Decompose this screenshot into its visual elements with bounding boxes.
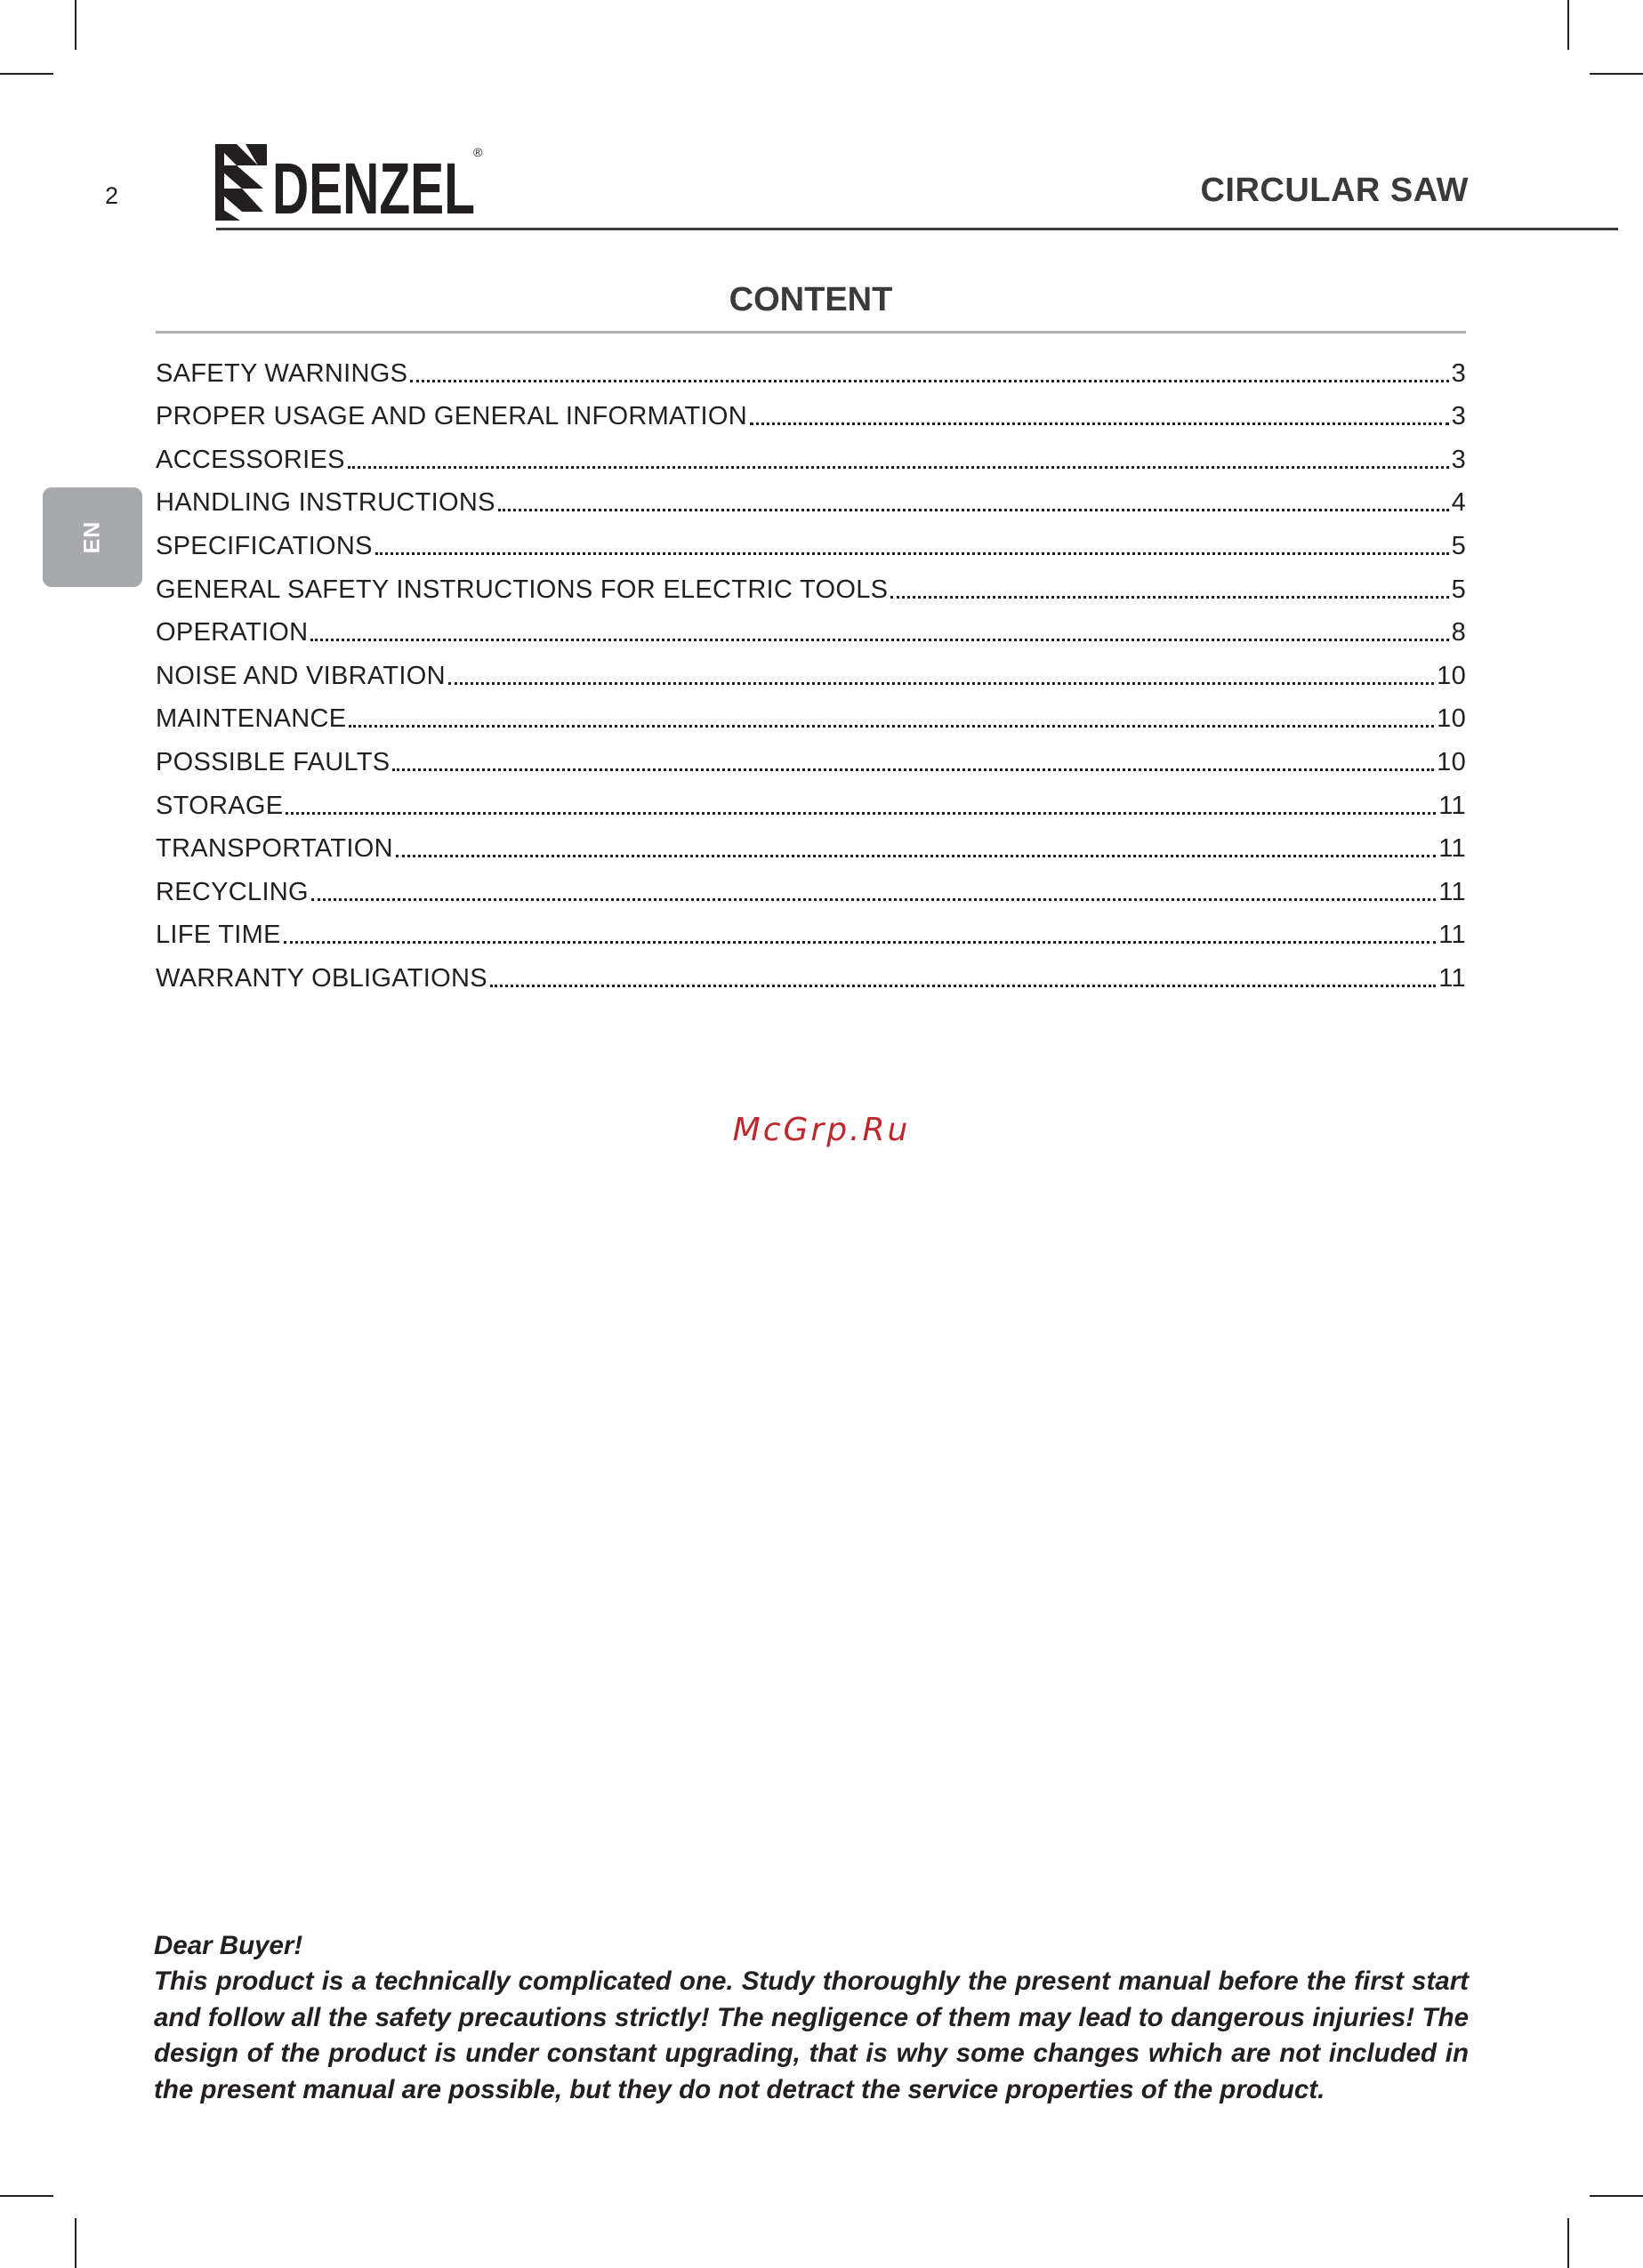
toc-entry[interactable] <box>156 695 1466 738</box>
toc-leader <box>392 768 1434 771</box>
toc-entry[interactable] <box>156 824 1466 868</box>
toc-leader <box>490 985 1436 987</box>
toc-entry-title: WARRANTY OBLIGATIONS <box>156 963 487 993</box>
header-rule <box>216 228 1618 230</box>
crop-mark <box>1567 0 1569 50</box>
toc-entry-page: 8 <box>1451 618 1466 647</box>
crop-mark <box>75 2218 77 2268</box>
toc-entry[interactable] <box>156 608 1466 652</box>
toc-leader <box>410 380 1448 382</box>
toc-leader <box>396 855 1436 857</box>
registered-mark: ® <box>473 145 483 159</box>
toc-entry-title: OPERATION <box>156 618 309 647</box>
toc-entry-page: 3 <box>1451 445 1466 474</box>
toc-entry-page: 4 <box>1451 488 1466 518</box>
buyer-note <box>154 1928 1469 2108</box>
toc-entry-page: 10 <box>1437 661 1466 690</box>
toc-entry[interactable] <box>156 651 1466 695</box>
toc-entry-title: HANDLING INSTRUCTIONS <box>156 488 495 518</box>
toc-leader <box>349 725 1434 728</box>
crop-mark <box>1590 2195 1643 2197</box>
toc-entry-title: NOISE AND VIBRATION <box>156 661 446 690</box>
crop-mark <box>1567 2218 1569 2268</box>
crop-mark <box>1590 73 1643 75</box>
toc-entry-page: 11 <box>1438 921 1466 950</box>
toc-entry-title: LIFE TIME <box>156 921 281 950</box>
toc-entry[interactable] <box>156 521 1466 565</box>
toc-entry-page: 11 <box>1438 963 1466 993</box>
toc-leader <box>310 639 1448 641</box>
page-number: 2 <box>105 182 119 209</box>
toc-entry-page: 3 <box>1451 402 1466 431</box>
watermark-link[interactable]: McGrp.Ru <box>732 1112 911 1148</box>
toc-entry[interactable] <box>156 867 1466 911</box>
contents-rule <box>156 331 1466 334</box>
toc-entry-page: 11 <box>1438 834 1466 864</box>
toc-leader <box>311 898 1436 901</box>
toc-entry-page: 3 <box>1451 358 1466 388</box>
language-tab-label: EN <box>79 520 105 554</box>
toc-entry-title: TRANSPORTATION <box>156 834 393 864</box>
toc-entry-title: GENERAL SAFETY INSTRUCTIONS FOR ELECTRIC TOOLS <box>156 575 889 604</box>
toc-entry[interactable] <box>156 737 1466 781</box>
toc-entry-title: RECYCLING <box>156 877 309 906</box>
document-title: CIRCULAR SAW <box>1200 172 1469 209</box>
toc-leader <box>498 509 1449 511</box>
toc-leader <box>890 596 1448 599</box>
crop-mark <box>0 2195 53 2197</box>
toc-leader <box>286 812 1436 815</box>
toc-entry[interactable] <box>156 435 1466 479</box>
toc-leader <box>284 941 1437 944</box>
toc-entry[interactable] <box>156 392 1466 436</box>
toc-entry[interactable] <box>156 781 1466 824</box>
brand-wordmark: DENZEL <box>272 149 475 222</box>
crop-mark <box>0 73 53 75</box>
toc-entry[interactable] <box>156 953 1466 997</box>
toc-leader <box>750 422 1449 425</box>
toc-leader <box>448 682 1434 685</box>
language-tab <box>43 487 142 587</box>
table-of-contents <box>156 349 1466 997</box>
toc-entry-title: SAFETY WARNINGS <box>156 358 408 388</box>
toc-entry-page: 10 <box>1437 704 1466 734</box>
denzel-logo <box>213 142 485 222</box>
toc-entry[interactable] <box>156 349 1466 392</box>
toc-entry[interactable] <box>156 479 1466 522</box>
toc-entry[interactable] <box>156 565 1466 608</box>
toc-entry-page: 10 <box>1437 747 1466 776</box>
toc-entry[interactable] <box>156 911 1466 954</box>
crop-mark <box>75 0 77 50</box>
toc-entry-title: SPECIFICATIONS <box>156 531 373 560</box>
contents-heading: CONTENT <box>729 281 893 318</box>
toc-entry-page: 5 <box>1451 531 1466 560</box>
buyer-note-text: This product is a technically complicated one. Study thoroughly the present manual before the first start and follow all the safety precautions strictly! The negligence of them may lead to dangerous injuries! The design of the product is under constant upgrading, that is why some changes which are not included in the present manual are possible, but they do not detract the service properties of the product. <box>154 1966 1469 2104</box>
buyer-note-greeting: Dear Buyer! <box>154 1931 303 1960</box>
toc-entry-page: 11 <box>1438 791 1466 820</box>
toc-entry-page: 11 <box>1438 877 1466 906</box>
toc-leader <box>348 466 1449 469</box>
toc-entry-title: MAINTENANCE <box>156 704 347 734</box>
toc-entry-title: STORAGE <box>156 791 284 820</box>
toc-entry-page: 5 <box>1451 575 1466 604</box>
toc-entry-title: PROPER USAGE AND GENERAL INFORMATION <box>156 402 748 431</box>
toc-leader <box>375 552 1449 555</box>
toc-entry-title: ACCESSORIES <box>156 445 345 474</box>
toc-entry-title: POSSIBLE FAULTS <box>156 747 391 776</box>
